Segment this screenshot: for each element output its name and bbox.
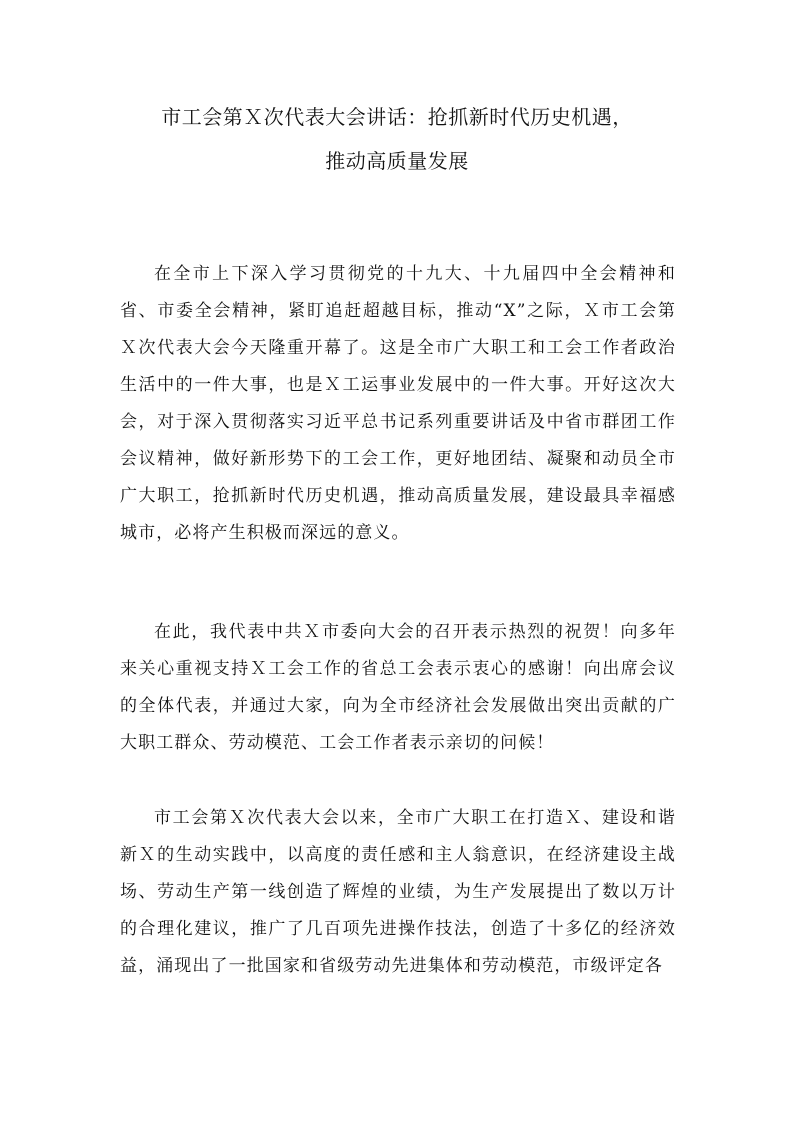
paragraph-3: 市工会第Ｘ次代表大会以来，全市广大职工在打造Ｘ、建设和谐新Ｘ的生动实践中，以高度的责任感和主人翁意识，在经济建设主战场、劳动生产第一线创造了辉煌的业绩，为生产发展提出了数以万计的合理化建议，推广了几百项先进操作技法，创造了十多亿的经济效益，涌现出了一批国家和省级劳动先进集体和劳动模范，市级评定各 bbox=[120, 808, 676, 976]
paragraph-1: 在全市上下深入学习贯彻党的十九大、十九届四中全会精神和省、市委全会精神，紧盯追赶超越目标，推动“X”之际，Ｘ市工会第Ｘ次代表大会今天隆重开幕了。这是全市广大职工和工会工作者政治生活中的一件大事，也是Ｘ工运事业发展中的一件大事。开好这次大会，对于深入贯彻落实习近平总书记系列重要讲话及中省市群团工作会议精神，做好新形势下的工会工作，更好地团结、凝聚和动员全市广大职工，抢抓新时代历史机遇，推动高质量发展，建设最具幸福感城市，必将产生积极而深远的意义。 bbox=[120, 264, 676, 543]
paragraph-3-block bbox=[120, 800, 676, 985]
document-title-line2: 推动高质量发展 bbox=[325, 149, 469, 173]
paragraph-1-block bbox=[120, 256, 676, 552]
document-title-line1: 市工会第Ｘ次代表大会讲话：抢抓新时代历史机遇， bbox=[161, 105, 633, 129]
paragraph-2-block bbox=[120, 614, 676, 762]
paragraph-2: 在此，我代表中共Ｘ市委向大会的召开表示热烈的祝贺！向多年来关心重视支持Ｘ工会工作的省总工会表示衷心的感谢！向出席会议的全体代表，并通过大家，向为全市经济社会发展做出突出贡献的广大职工群众、劳动模范、工会工作者表示亲切的问候！ bbox=[120, 622, 676, 753]
